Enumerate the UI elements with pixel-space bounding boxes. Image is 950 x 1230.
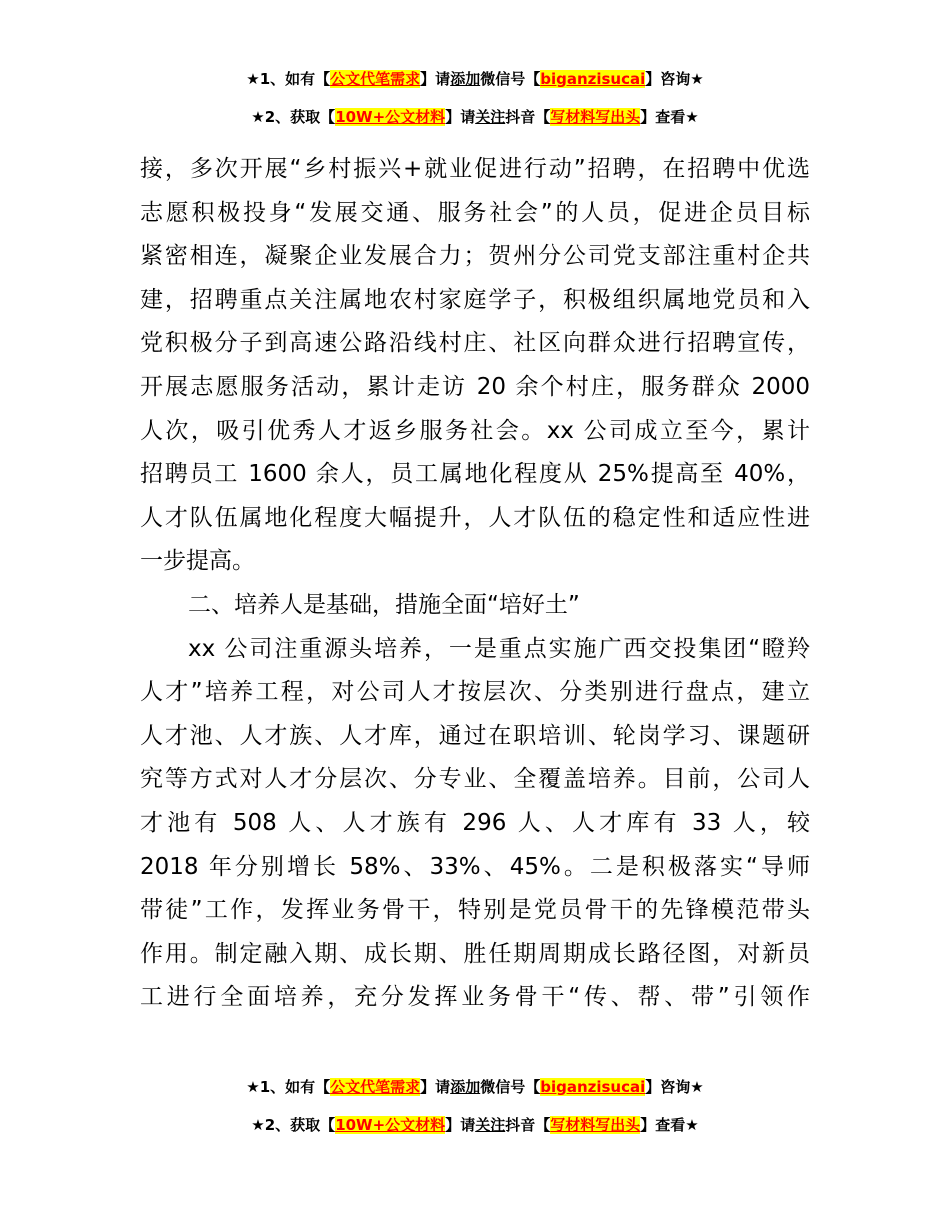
highlight-materials[interactable]: 10W+公文材料 (335, 108, 446, 126)
highlight-wechat-id[interactable]: biganzisucai (540, 1078, 646, 1096)
highlight-materials[interactable]: 10W+公文材料 (335, 1116, 446, 1134)
text-line: xx 公司注重源头培养，一是重点实施广西交投集团“瞪羚 (188, 635, 810, 662)
text-line: 人才队伍属地化程度大幅提升，人才队伍的稳定性和适应性进 (140, 504, 810, 531)
text-line: 招聘员工 1600 余人，员工属地化程度从 25%提高至 40%， (140, 461, 810, 488)
text-line: 志愿积极投身“发展交通、服务社会”的人员，促进企员目标 (140, 199, 810, 226)
text-line: 人次，吸引优秀人才返乡服务社会。xx 公司成立至今，累计 (140, 417, 810, 444)
text-line: 工进行全面培养，充分发挥业务骨干“传、帮、带”引领作 (140, 984, 810, 1011)
text-line: 党积极分子到高速公路沿线村庄、社区向群众进行招聘宣传， (140, 330, 810, 357)
header-notice-line-1: ★1、如有【公文代笔需求】请添加微信号【biganzisucai】咨询★ (246, 70, 704, 88)
document-body (140, 148, 810, 1020)
highlight-ghostwriting-demand[interactable]: 公文代笔需求 (330, 1078, 421, 1096)
highlight-ghostwriting-demand[interactable]: 公文代笔需求 (330, 70, 421, 88)
text-line: 一步提高。 (140, 548, 255, 575)
text-line: 紧密相连，凝聚企业发展合力；贺州分公司党支部注重村企共 (140, 243, 810, 270)
paragraph-recruitment (140, 148, 810, 584)
paragraph-training (140, 628, 810, 1020)
text-line: 作用。制定融入期、成长期、胜任期周期成长路径图，对新员 (140, 940, 810, 967)
text-line: 人才池、人才族、人才库，通过在职培训、轮岗学习、课题研 (140, 722, 810, 749)
text-line: 建，招聘重点关注属地农村家庭学子，积极组织属地党员和入 (140, 286, 810, 313)
text-line: 人才”培养工程，对公司人才按层次、分类别进行盘点，建立 (140, 679, 810, 706)
highlight-douyin-account[interactable]: 写材料写出头 (550, 1116, 641, 1134)
text-line: 才池有 508 人、人才族有 296 人、人才库有 33 人，较 (140, 809, 810, 836)
footer-notice-line-1: ★1、如有【公文代笔需求】请添加微信号【biganzisucai】咨询★ (246, 1078, 704, 1096)
section-heading: 二、培养人是基础，措施全面“培好土” (188, 591, 580, 618)
text-line: 2018 年分别增长 58%、33%、45%。二是积极落实“导师 (140, 853, 810, 880)
footer-notice-line-2: ★2、获取【10W+公文材料】请关注抖音【写材料写出头】查看★ (251, 1116, 699, 1134)
text-line: 接，多次开展“乡村振兴+就业促进行动”招聘，在招聘中优选 (140, 156, 810, 182)
highlight-douyin-account[interactable]: 写材料写出头 (550, 108, 641, 126)
highlight-wechat-id[interactable]: biganzisucai (540, 70, 646, 88)
text-line: 究等方式对人才分层次、分专业、全覆盖培养。目前，公司人 (140, 766, 810, 793)
header-notice-line-2: ★2、获取【10W+公文材料】请关注抖音【写材料写出头】查看★ (251, 108, 699, 126)
text-line: 开展志愿服务活动，累计走访 20 余个村庄，服务群众 2000 (140, 373, 810, 400)
text-line: 带徒”工作，发挥业务骨干，特别是党员骨干的先锋模范带头 (140, 897, 810, 924)
